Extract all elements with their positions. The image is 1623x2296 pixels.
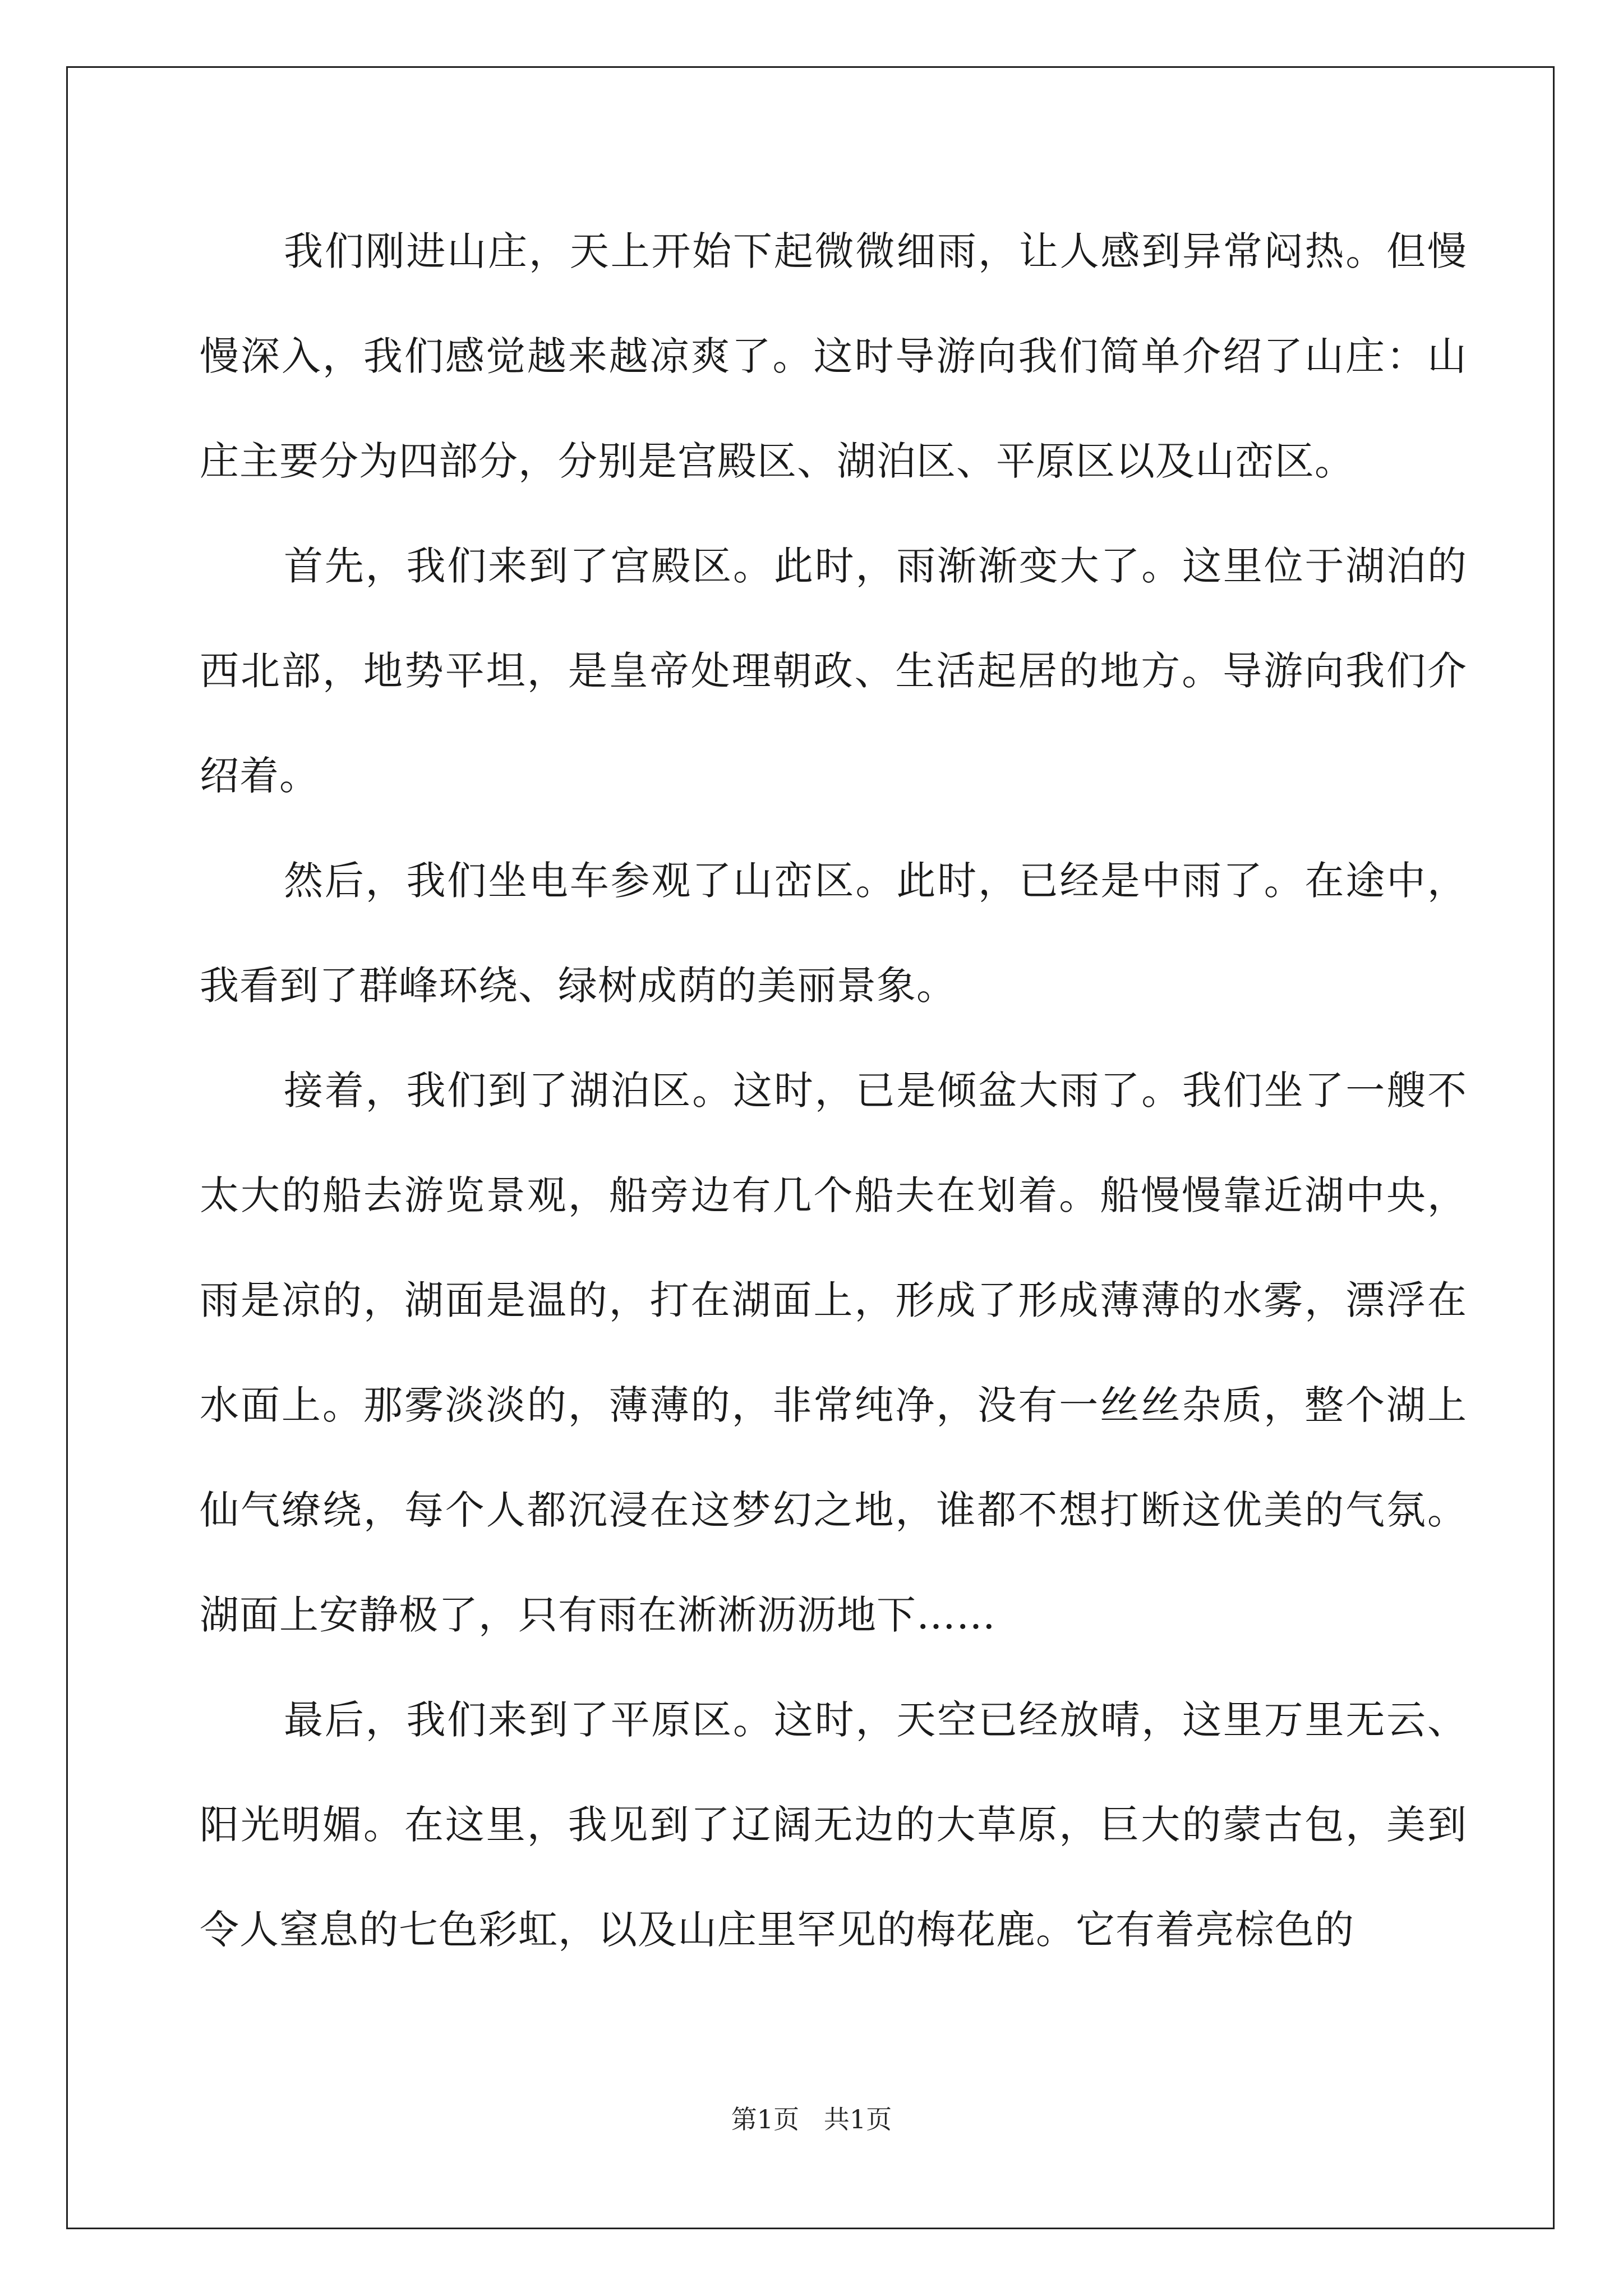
- document-body: [200, 199, 1467, 1982]
- paragraph-4: 接着，我们到了湖泊区。这时，已是倾盆大雨了。我们坐了一艘不太大的船去游览景观，船旁边有几个船夫在划着。船慢慢靠近湖中央，雨是凉的，湖面是温的，打在湖面上，形成了形成薄薄的水雾，漂浮在水面上。那雾淡淡的，薄薄的，非常纯净，没有一丝丝杂质，整个湖上仙气缭绕，每个人都沉浸在这梦幻之地，谁都不想打断这优美的气氛。湖面上安静极了，只有雨在淅淅沥沥地下……: [200, 1068, 1467, 1638]
- paragraph-2: 首先，我们来到了宫殿区。此时，雨渐渐变大了。这里位于湖泊的西北部，地势平坦，是皇帝处理朝政、生活起居的地方。导游向我们介绍着。: [200, 543, 1467, 799]
- paragraph-5: 最后，我们来到了平原区。这时，天空已经放晴，这里万里无云、阳光明媚。在这里，我见到了辽阔无边的大草原，巨大的蒙古包，美到令人窒息的七色彩虹，以及山庄里罕见的梅花鹿。它有着亮棕色的: [200, 1697, 1467, 1953]
- paragraph-3: 然后，我们坐电车参观了山峦区。此时，已经是中雨了。在途中，我看到了群峰环绕、绿树成荫的美丽景象。: [200, 858, 1467, 1009]
- page-footer: 第1页 共1页: [731, 2104, 892, 2134]
- paragraph-1: 我们刚进山庄，天上开始下起微微细雨，让人感到异常闷热。但慢慢深入，我们感觉越来越凉爽了。这时导游向我们简单介绍了山庄：山庄主要分为四部分，分别是宫殿区、湖泊区、平原区以及山峦区。: [200, 228, 1467, 484]
